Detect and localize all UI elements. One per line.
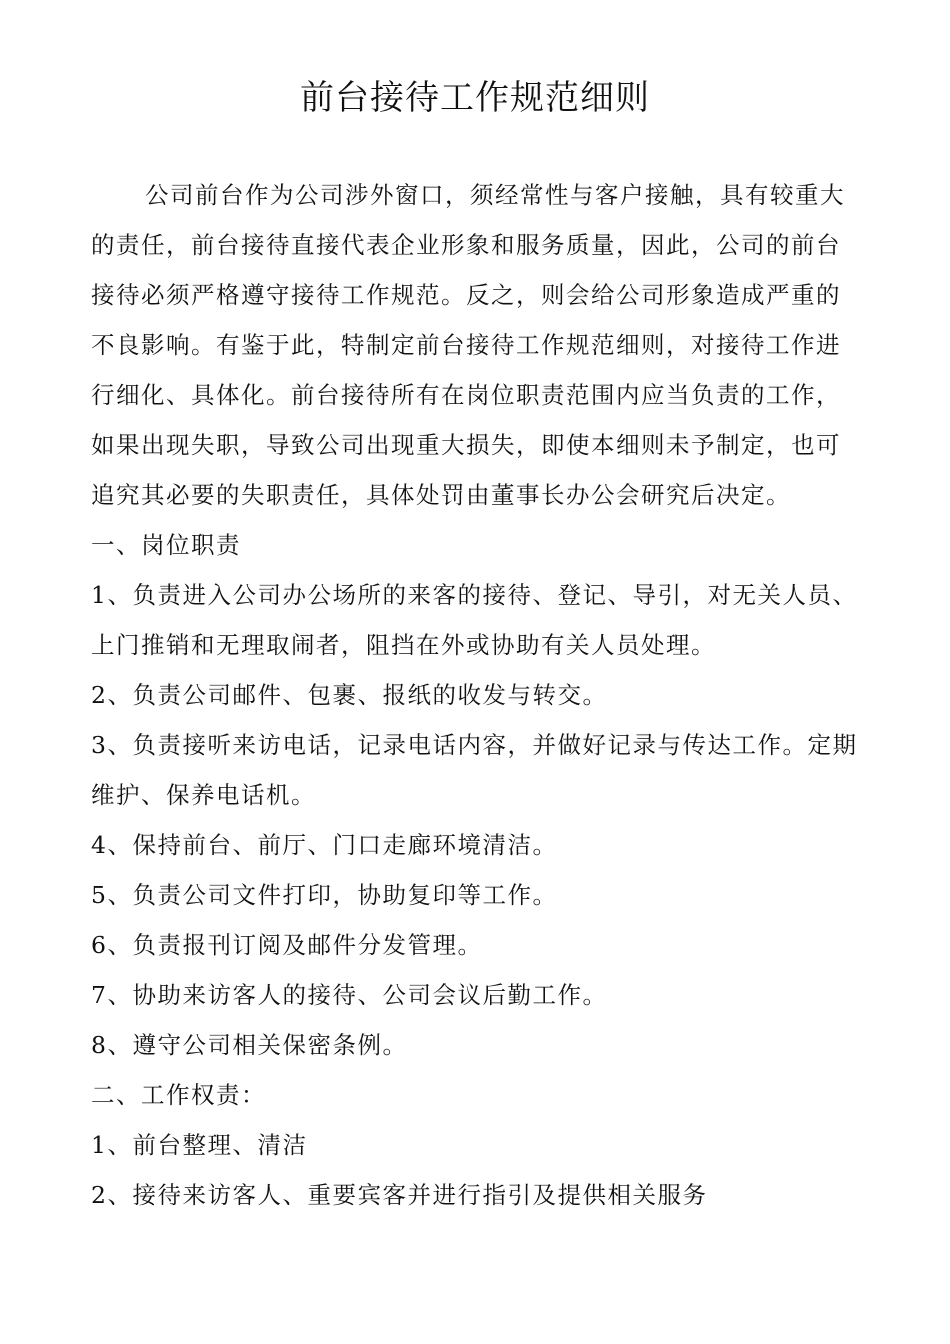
duty-item-1b: 上门推销和无理取闹者，阻挡在外或协助有关人员处理。 xyxy=(91,631,716,659)
duty-item-6: 6、负责报刊订阅及邮件分发管理。 xyxy=(91,931,483,959)
section-heading-duties: 一、岗位职责 xyxy=(91,531,241,559)
duty-item-2: 2、负责公司邮件、包裹、报纸的收发与转交。 xyxy=(91,681,608,709)
authority-item-2: 2、接待来访客人、重要宾客并进行指引及提供相关服务 xyxy=(91,1181,708,1209)
intro-line-6: 如果出现失职，导致公司出现重大损失，即使本细则未予制定，也可 xyxy=(91,431,841,459)
duty-item-1a: 1、负责进入公司办公场所的来客的接待、登记、导引，对无关人员、 xyxy=(91,581,858,609)
intro-line-5: 行细化、具体化。前台接待所有在岗位职责范围内应当负责的工作， xyxy=(91,381,841,409)
duty-item-8: 8、遵守公司相关保密条例。 xyxy=(91,1031,408,1059)
intro-line-2: 的责任，前台接待直接代表企业形象和服务质量，因此，公司的前台 xyxy=(91,231,841,259)
intro-line-3: 接待必须严格遵守接待工作规范。反之，则会给公司形象造成严重的 xyxy=(91,281,841,309)
intro-line-7: 追究其必要的失职责任，具体处罚由董事长办公会研究后决定。 xyxy=(91,481,791,509)
duty-item-4: 4、保持前台、前厅、门口走廊环境清洁。 xyxy=(91,831,558,859)
duty-item-3a: 3、负责接听来访电话，记录电话内容，并做好记录与传达工作。定期 xyxy=(91,731,858,759)
intro-line-4: 不良影响。有鉴于此，特制定前台接待工作规范细则，对接待工作进 xyxy=(91,331,841,359)
duty-item-7: 7、协助来访客人的接待、公司会议后勤工作。 xyxy=(91,981,608,1009)
authority-item-1: 1、前台整理、清洁 xyxy=(91,1131,308,1159)
section-heading-authority: 二、工作权责： xyxy=(91,1081,266,1109)
duty-item-5: 5、负责公司文件打印，协助复印等工作。 xyxy=(91,881,558,909)
document-title: 前台接待工作规范细则 xyxy=(300,78,650,118)
intro-line-1: 公司前台作为公司涉外窗口，须经常性与客户接触，具有较重大 xyxy=(145,181,845,209)
duty-item-3b: 维护、保养电话机。 xyxy=(91,781,316,809)
